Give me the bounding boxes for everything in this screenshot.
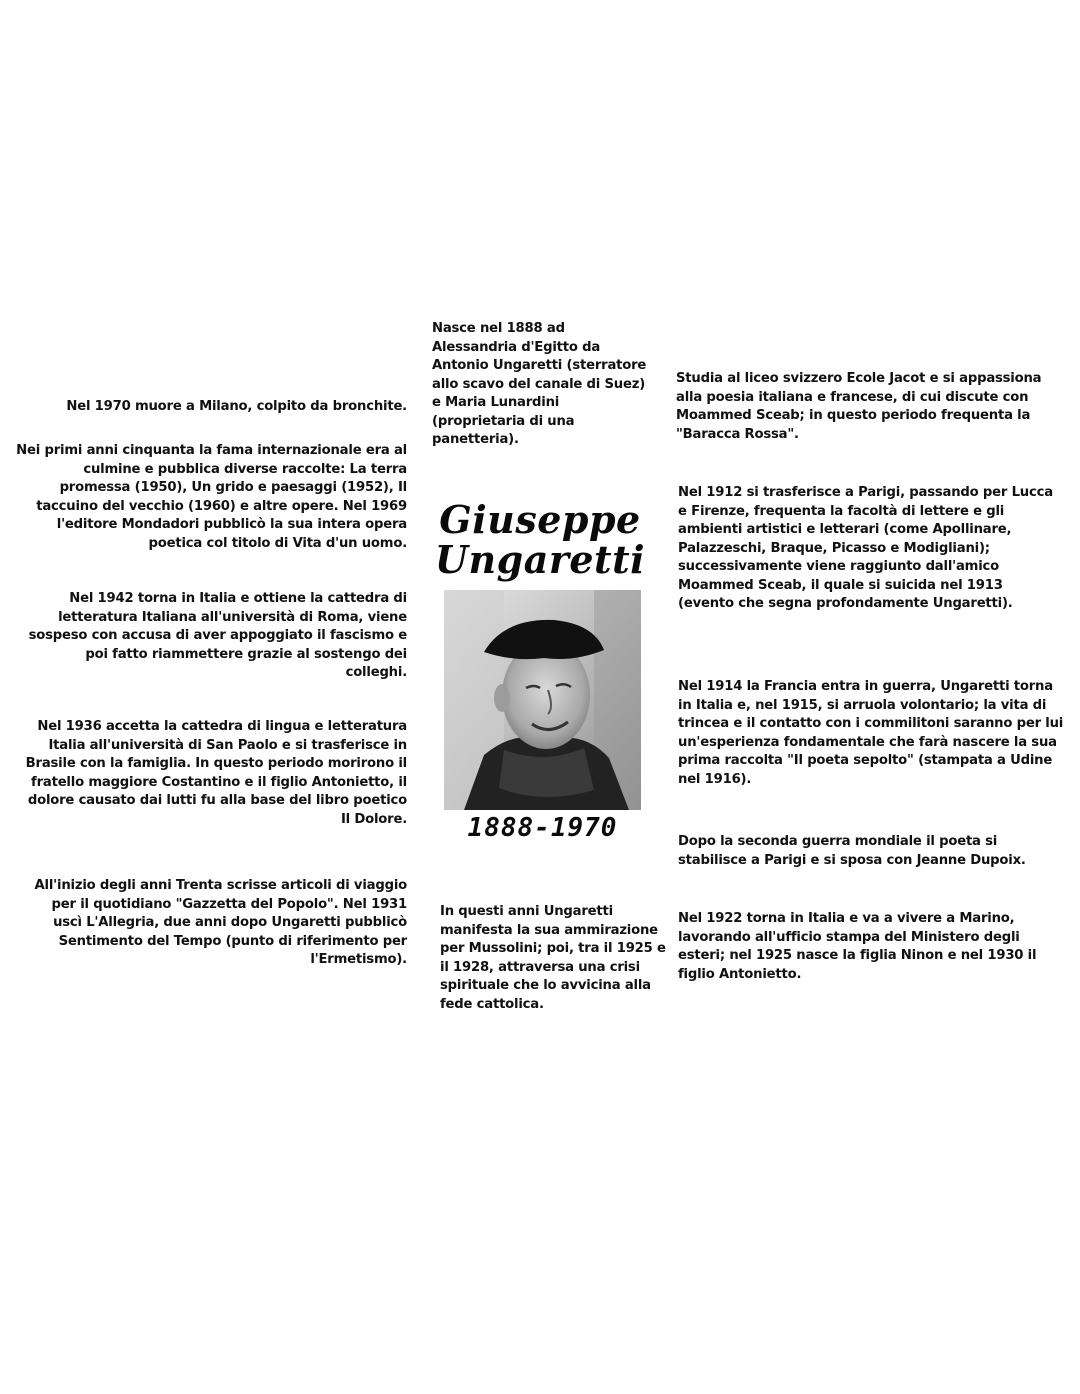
right-studies-paragraph: Studia al liceo svizzero Ecole Jacot e si appassiona alla poesia italiana e francese, di cui discute con Moammed Sceab; in questo periodo frequenta la "Baracca Rossa".	[676, 371, 1042, 442]
center-birth-paragraph: Nasce nel 1888 ad Alessandria d'Egitto da Antonio Ungaretti (sterratore allo scavo del canale di Suez) e Maria Lunardini (proprietaria di una panetteria).	[432, 321, 647, 447]
title-first-name: Giuseppe	[439, 497, 641, 542]
title-last-name: Ungaretti	[434, 537, 646, 582]
right-1922-paragraph: Nel 1922 torna in Italia e va a vivere a Marino, lavorando all'ufficio stampa del Ministero degli esteri; nel 1925 nasce la figlia Ninon e nel 1930 il figlio Antonietto.	[678, 911, 1037, 982]
left-thirties-paragraph: All'inizio degli anni Trenta scrisse articoli di viaggio per il quotidiano "Gazzetta del Popolo". Nel 1931 uscì L'Allegria, due anni dopo Ungaretti pubblicò Sentimento del Tempo (punto di riferimento per l'Ermetismo).	[34, 878, 407, 967]
left-1942-paragraph: Nel 1942 torna in Italia e ottiene la cattedra di letteratura Italiana all'università di Roma, viene sospeso con accusa di aver appoggiato il fascismo e poi fatto riammettere grazie al sostengo dei colleghi.	[28, 591, 407, 680]
left-fifties-paragraph: Nei primi anni cinquanta la fama internazionale era al culmine e pubblica diverse raccolte: La terra promessa (1950), Un grido e paesaggi (1952), Il taccuino del vecchio (1960) e altre opere. Nel 1969 l'editore Mondadori pubblicò la sua intera opera poetica col titolo di Vita d'un uomo.	[16, 443, 407, 551]
right-postwar-paragraph: Dopo la seconda guerra mondiale il poeta si stabilisce a Parigi e si sposa con Jeanne Dupoix.	[678, 834, 1026, 868]
page-title	[430, 497, 650, 582]
right-1912-paragraph: Nel 1912 si trasferisce a Parigi, passando per Lucca e Firenze, frequenta la facoltà di lettere e gli ambienti artistici e letterari (come Apollinare, Palazzeschi, Braque, Picasso e Modigliani); successivamente viene raggiunto dall'amico Moammed Sceab, il quale si suicida nel 1913 (evento che segna profondamente Ungaretti).	[678, 485, 1053, 611]
center-thirties-paragraph: In questi anni Ungaretti manifesta la sua ammirazione per Mussolini; poi, tra il 1925 e il 1928, attraversa una crisi spirituale che lo avvicina alla fede cattolica.	[440, 904, 666, 1012]
right-1914-paragraph: Nel 1914 la Francia entra in guerra, Ungaretti torna in Italia e, nel 1915, si arruola volontario; la vita di trincea e il contatto con i commilitoni saranno per lui un'esperienza fondamentale che farà nascere la sua prima raccolta "Il poeta sepolto" (stampata a Udine nel 1916).	[678, 679, 1064, 787]
portrait-photo	[444, 590, 641, 810]
left-1936-paragraph: Nel 1936 accetta la cattedra di lingua e letteratura Italia all'università di San Paolo e si trasferisce in Brasile con la famiglia. In questo periodo morirono il fratello maggiore Costantino e il figlio Antonietto, il dolore causato dai lutti fu alla base del libro poetico Il Dolore.	[25, 719, 407, 827]
left-death-paragraph: Nel 1970 muore a Milano, colpito da bronchite.	[66, 399, 407, 414]
life-years: 1888-1970	[467, 813, 618, 843]
